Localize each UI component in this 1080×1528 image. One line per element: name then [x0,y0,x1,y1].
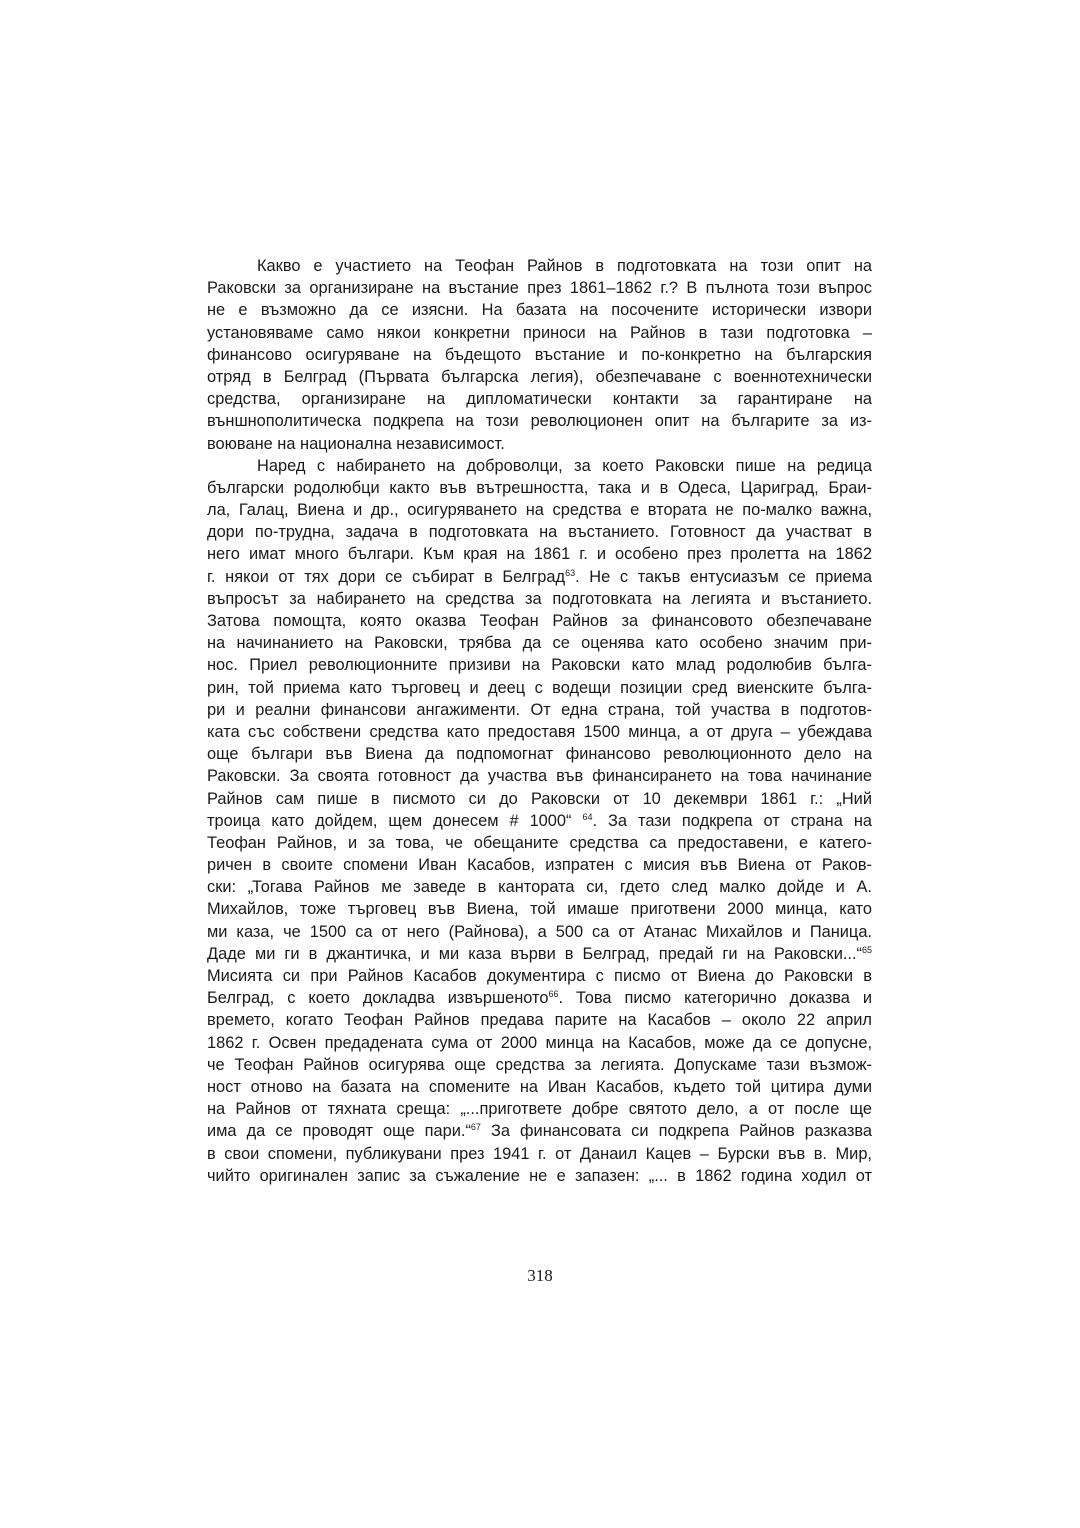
line-text: че Теофан Райнов осигурява още средства за легията. Допускаме тази възмож- [207,1055,872,1074]
text-line [207,366,872,388]
line-text: Теофан Райнов, и за това, че обещаните средства са предоставени, е катего- [207,833,872,852]
line-text: отряд в Белград (Първата българска легия), обезпечаване с военнотехнически [207,367,872,386]
line-text: ла, Галац, Виена и др., осигуряването на средства е втората не по-малко важна, [207,501,872,520]
line-text: времето, когато Теофан Райнов предава парите на Касабов – около 22 април [207,1011,872,1030]
line-text: 1862 г. Освен предадената сума от 2000 минца на Касабов, може да се допусне, [207,1033,872,1052]
text-line [207,632,872,654]
text-line [207,943,872,965]
text-line [207,433,872,455]
text-line [207,854,872,876]
line-text: установяваме само някои конкретни приноси на Райнов в тази подготовка – [207,323,872,342]
text-line [207,1076,872,1098]
text-line [207,1009,872,1031]
line-text: ри и реални финансови ангажименти. От една страна, той участва в подготов- [207,700,872,719]
line-text: чийто оригинален запис за съжаление не е запазен: „... в 1862 година ходил от [207,1166,872,1185]
text-line [207,255,872,277]
text-line [207,344,872,366]
line-text: Затова помощта, която оказва Теофан Райнов за финансовото обезпечаване [207,612,872,630]
text-line [207,1054,872,1076]
footnote-reference: 66 [548,989,559,1000]
text-line [207,455,872,477]
text-line [207,1120,872,1142]
body-text [207,255,872,1187]
text-line [207,810,872,832]
text-line [207,521,872,543]
line-text: още българи във Виена да подпомогнат финансово революционното дело на [207,745,872,764]
line-text: ричен в своите спомени Иван Касабов, изпратен с мисия във Виена от Раков- [207,856,872,875]
line-text: ски: „Тогава Райнов ме заведе в кантората си, гдето след малко дойде и А. [207,878,872,897]
line-text: не е възможно да се изясни. На базата на посочените исторически извори [207,301,872,320]
line-text-continued: . Това писмо категорично доказва и [558,989,872,1008]
text-line [207,322,872,344]
line-text: Райнов сам пише в писмото си до Раковски от 10 декември 1861 г.: „Ний [207,789,872,808]
line-text: финансово осигуряване на бъдещото въстание и по-конкретно на българския [207,345,872,364]
text-line [207,654,872,676]
text-line [207,566,872,588]
line-text: ми каза, че 1500 са от него (Райнова), а 500 са от Атанас Михайлов и Паница. [207,922,872,941]
text-line [207,388,872,410]
line-text: на начинанието на Раковски, трябва да се оценява като особено значим при- [207,634,872,653]
line-text: български родолюбци както във вътрешността, така и в Одеса, Цариград, Браи- [207,478,872,497]
text-line [207,588,872,610]
text-line [207,543,872,565]
line-text: въпросът за набирането на средства за подготовката на легията и въстанието. [207,589,872,608]
text-line [207,1032,872,1054]
line-text: в свои спомени, публикувани през 1941 г. от Данаил Кацев – Бурски във в. Мир, [207,1144,872,1163]
text-line [207,299,872,321]
text-line [207,477,872,499]
text-line [207,277,872,299]
footnote-reference: 63 [565,567,576,578]
line-text: средства, организиране на дипломатически контакти за гарантиране на [207,390,872,409]
line-text: Мисията си при Райнов Касабов документира с писмо от Виена до Раковски в [207,967,872,985]
footnote-reference: 64 [582,811,593,822]
text-line [207,987,872,1009]
line-text: воюване на национална независимост. [207,434,505,453]
text-line [207,832,872,854]
text-line [207,898,872,920]
line-text: ност отново на базата на спомените на Иван Касабов, където той цитира думи [207,1077,872,1096]
text-line [207,788,872,810]
text-line [207,743,872,765]
text-line [207,921,872,943]
line-text: на Райнов от тяхната среща: „...пригответе добре святото дело, а от после ще [207,1100,872,1119]
line-text: него имат много българи. Към края на 1861 г. и особено през пролетта на 1862 [207,545,872,564]
line-text: Какво е участието на Теофан Райнов в подготовката на този опит на [257,257,872,275]
line-text: има да се проводят още пари.“ [207,1122,471,1141]
line-text: Наред с набирането на доброволци, за което Раковски пише на редица [257,456,872,475]
line-text: дори по-трудна, задача в подготовката на въстанието. Готовност да участват в [207,523,872,542]
line-text-continued: За финансовата си подкрепа Райнов разказва [480,1122,872,1141]
text-line [207,1165,872,1187]
line-text: троица като дойдем, щем донесем # 1000“ [207,811,583,830]
text-line [207,721,872,743]
page-number: 318 [527,1266,553,1285]
line-text: нос. Приел революционните призиви на Раковски като млад родолюбив бълга- [207,656,872,675]
footnote-reference: 65 [861,944,872,955]
line-text-continued: . Не с такъв ентусиазъм се приема [575,567,872,586]
line-text: външнополитическа подкрепа на този революционен опит на българите за из- [207,412,872,431]
line-text: Раковски. За своята готовност да участва във финансирането на това начинание [207,767,872,786]
footnote-reference: 67 [470,1122,481,1133]
text-line [207,1143,872,1165]
line-text: Даде ми ги в джантичка, и ми каза върви в Белград, предай ги на Раковски...“ [207,944,862,963]
line-text: г. някои от тях дори се събират в Белград [207,567,566,586]
text-line [207,965,872,987]
text-line [207,876,872,898]
line-text: Раковски за организиране на въстание през 1861–1862 г.? В пълнота този въпрос [207,279,872,298]
line-text: ката със собствени средства като предоставя 1500 минца, а от друга – убеждава [207,722,872,741]
text-line [207,499,872,521]
text-line [207,677,872,699]
line-text: Белград, с което докладва извършеното [207,989,549,1008]
text-line [207,610,872,632]
line-text: Михайлов, тоже търговец във Виена, той имаше приготвени 2000 минца, като [207,900,872,919]
line-text-continued: . За тази подкрепа от страна на [592,811,872,830]
line-text: рин, той приема като търговец и деец с водещи позиции сред виенските бълга- [207,678,872,697]
text-line [207,1098,872,1120]
text-line [207,699,872,721]
text-line [207,765,872,787]
text-line [207,410,872,432]
